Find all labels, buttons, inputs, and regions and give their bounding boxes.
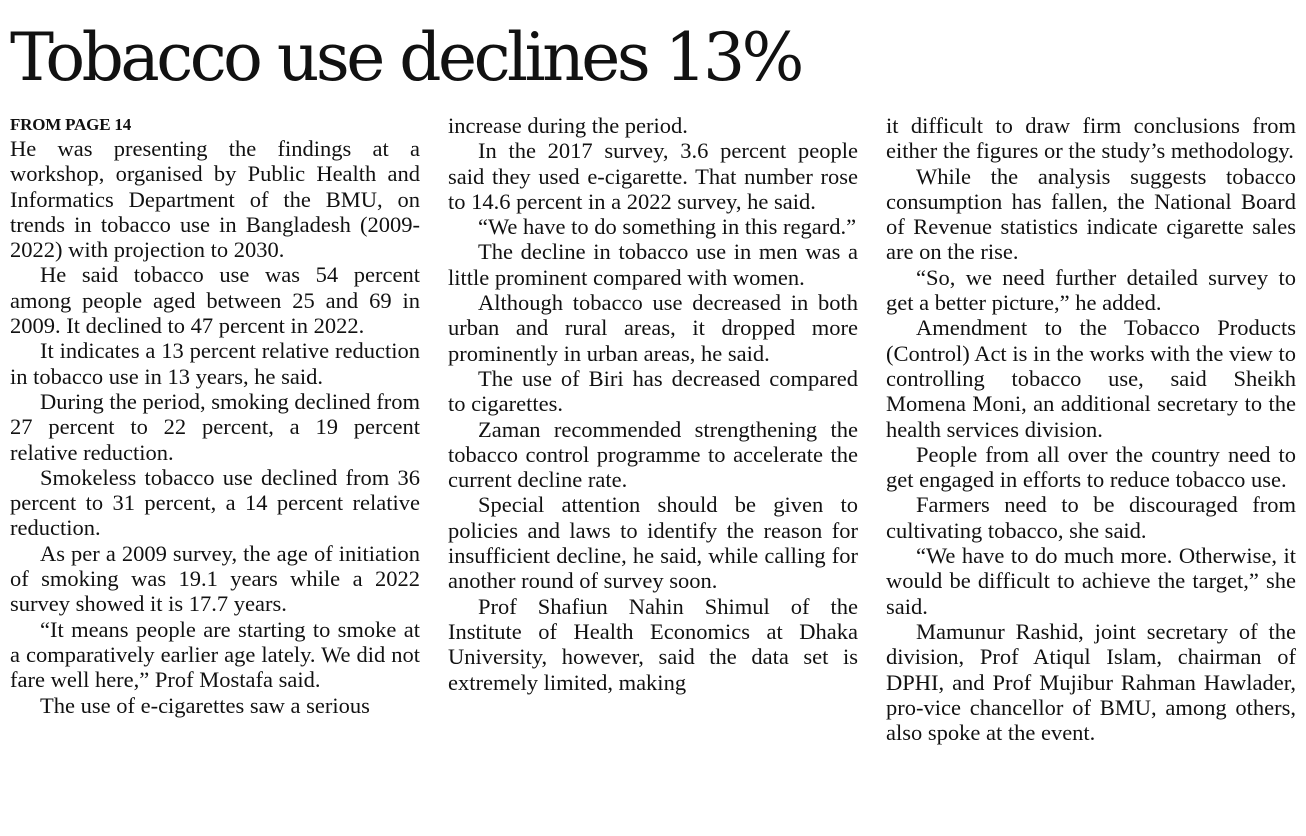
article-column-1: [10, 113, 420, 718]
paragraph: “We have to do something in this regard.”: [478, 214, 857, 240]
paragraph: increase during the period.: [448, 113, 688, 138]
paragraph: While the analysis suggests tobacco consumption has fallen, the National Board of Revenue statistics indicate cigarette sales are on the rise.: [886, 163, 1296, 265]
paragraph: Although tobacco use decreased in both urban and rural areas, it dropped more prominently in urban areas, he said.: [448, 290, 858, 366]
paragraph: Special attention should be given to policies and laws to identify the reason for insufficient decline, he said, while calling for another round of survey soon.: [448, 492, 858, 594]
paragraph: The use of e-cigarettes saw a serious: [40, 692, 370, 718]
paragraph: In the 2017 survey, 3.6 percent people said they used e-cigarette. That number rose to 14.6 percent in a 2022 survey, he said.: [448, 138, 858, 214]
paragraph: Zaman recommended strengthening the tobacco control programme to accelerate the current decline rate.: [448, 416, 858, 493]
paragraph: Prof Shafiun Nahin Shimul of the Institute of Health Economics at Dhaka University, however, said the data set is extremely limited, making: [448, 593, 858, 695]
paragraph: He said tobacco use was 54 percent among people aged between 25 and 69 in 2009. It declined to 47 percent in 2022.: [10, 262, 420, 339]
article-column-3: [886, 113, 1296, 745]
paragraph: “So, we need further detailed survey to get a better picture,” he added.: [886, 264, 1296, 316]
paragraph: As per a 2009 survey, the age of initiation of smoking was 19.1 years while a 2022 survey showed it is 17.7 years.: [10, 540, 420, 617]
paragraph: Amendment to the Tobacco Products (Control) Act is in the works with the view to controlling tobacco use, said Sheikh Momena Moni, an additional secretary to the health services division.: [886, 315, 1296, 442]
paragraph: Farmers need to be discouraged from cultivating tobacco, she said.: [886, 492, 1296, 543]
paragraph: During the period, smoking declined from 27 percent to 22 percent, a 19 percent relative reduction.: [10, 388, 420, 465]
paragraph: it difficult to draw firm conclusions from either the figures or the study’s methodology.: [886, 113, 1296, 164]
kicker: FROM PAGE 14: [10, 115, 131, 134]
paragraph: He was presenting the findings at a workshop, organised by Public Health and Informatics Department of the BMU, on trends in tobacco use in Bangladesh (2009-2022) with projection to 2030.: [10, 136, 420, 263]
paragraph: Smokeless tobacco use declined from 36 percent to 31 percent, a 14 percent relative reduction.: [10, 464, 420, 541]
paragraph: “It means people are starting to smoke at a comparatively earlier age lately. We did not fare well here,” Prof Mostafa said.: [10, 616, 420, 693]
paragraph: Mamunur Rashid, joint secretary of the division, Prof Atiqul Islam, chairman of DPHI, and Prof Mujibur Rahman Hawlader, pro-vice chancellor of BMU, among others, also spoke at the event.: [886, 618, 1296, 746]
paragraph: It indicates a 13 percent relative reduction in tobacco use in 13 years, he said.: [10, 338, 420, 389]
headline: Tobacco use declines 13%: [10, 19, 801, 96]
paragraph: The decline in tobacco use in men was a little prominent compared with women.: [448, 239, 858, 290]
paragraph: People from all over the country need to get engaged in efforts to reduce tobacco use.: [886, 441, 1296, 493]
paragraph: “We have to do much more. Otherwise, it would be difficult to achieve the target,” she said.: [886, 543, 1296, 619]
article-column-2: [448, 113, 858, 695]
paragraph: The use of Biri has decreased compared to cigarettes.: [448, 365, 858, 417]
